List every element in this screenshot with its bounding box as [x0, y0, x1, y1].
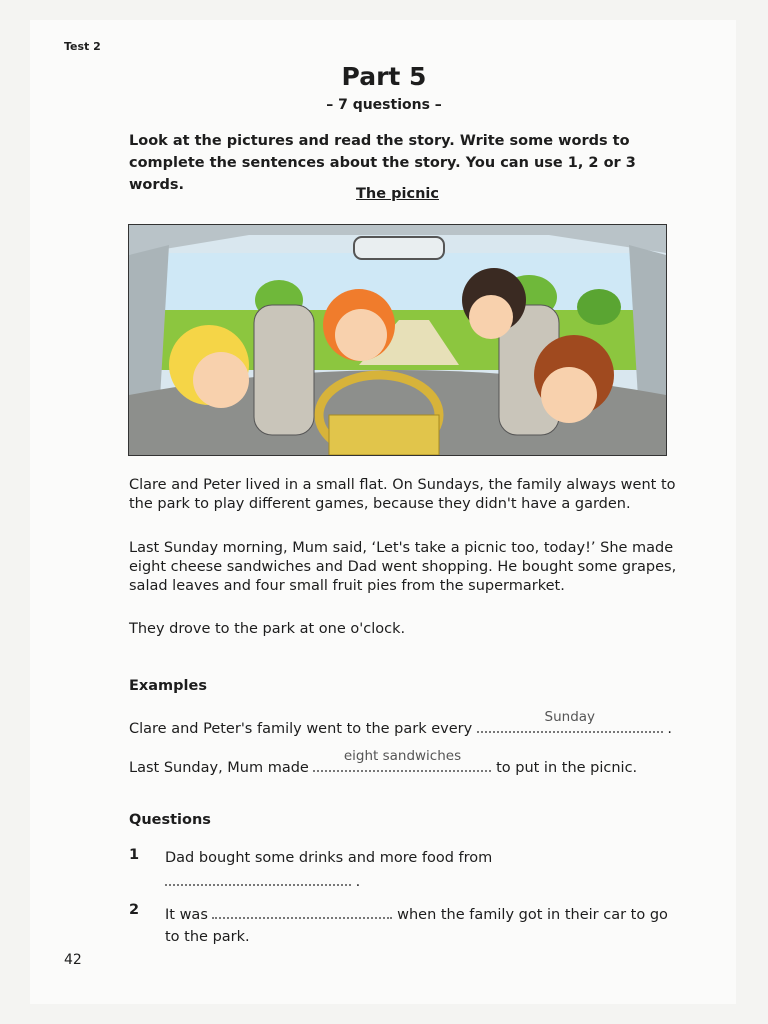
question-ending: .	[355, 874, 361, 890]
example-text: to put in the picnic.	[496, 760, 638, 776]
story-paragraph: Last Sunday morning, Mum said, ‘Let's take a picnic too, today!’ She made eight cheese sandwiches and Dad went shopping. He bought some grapes, salad leaves and four small fruit pies from the supermarket.	[129, 540, 677, 594]
page-number: 42	[64, 952, 82, 968]
family-car-illustration	[128, 224, 667, 456]
example-answer: eight sandwiches	[343, 748, 462, 764]
example-text: Clare and Peter's family went to the park every	[129, 721, 473, 737]
example-sentence	[129, 748, 638, 776]
story-title: The picnic	[356, 186, 439, 202]
part-title: Part 5	[341, 62, 427, 91]
question-number: 2	[129, 902, 140, 918]
example-sentence	[129, 709, 673, 737]
story-paragraph: They drove to the park at one o'clock.	[129, 621, 406, 637]
question-prompt: It was	[165, 907, 208, 923]
example-text: .	[667, 721, 673, 737]
part-subtitle: – 7 questions –	[326, 97, 442, 113]
questions-heading: Questions	[129, 812, 211, 828]
story-paragraph: Clare and Peter lived in a small flat. On Sundays, the family always went to the park to play different games, because they didn't have a garden.	[129, 477, 676, 512]
question-number: 1	[129, 847, 140, 863]
examples-heading: Examples	[129, 678, 207, 694]
question-text	[165, 847, 675, 893]
question-prompt: Dad bought some drinks and more food from	[165, 850, 493, 866]
question-ending: when the family got in their car to go to the park.	[165, 907, 668, 945]
answer-blank[interactable]	[165, 869, 351, 886]
example-answer: Sunday	[544, 709, 596, 725]
test-label: Test 2	[64, 40, 101, 53]
answer-line	[477, 709, 663, 733]
example-text: Last Sunday, Mum made	[129, 760, 309, 776]
answer-line	[313, 748, 491, 772]
instructions: Look at the pictures and read the story. Write some words to complete the sentences about the story. You can use 1, 2 or 3 words.	[129, 133, 636, 193]
answer-blank[interactable]	[212, 902, 392, 919]
question-text	[165, 902, 675, 948]
car-scene	[129, 225, 666, 455]
